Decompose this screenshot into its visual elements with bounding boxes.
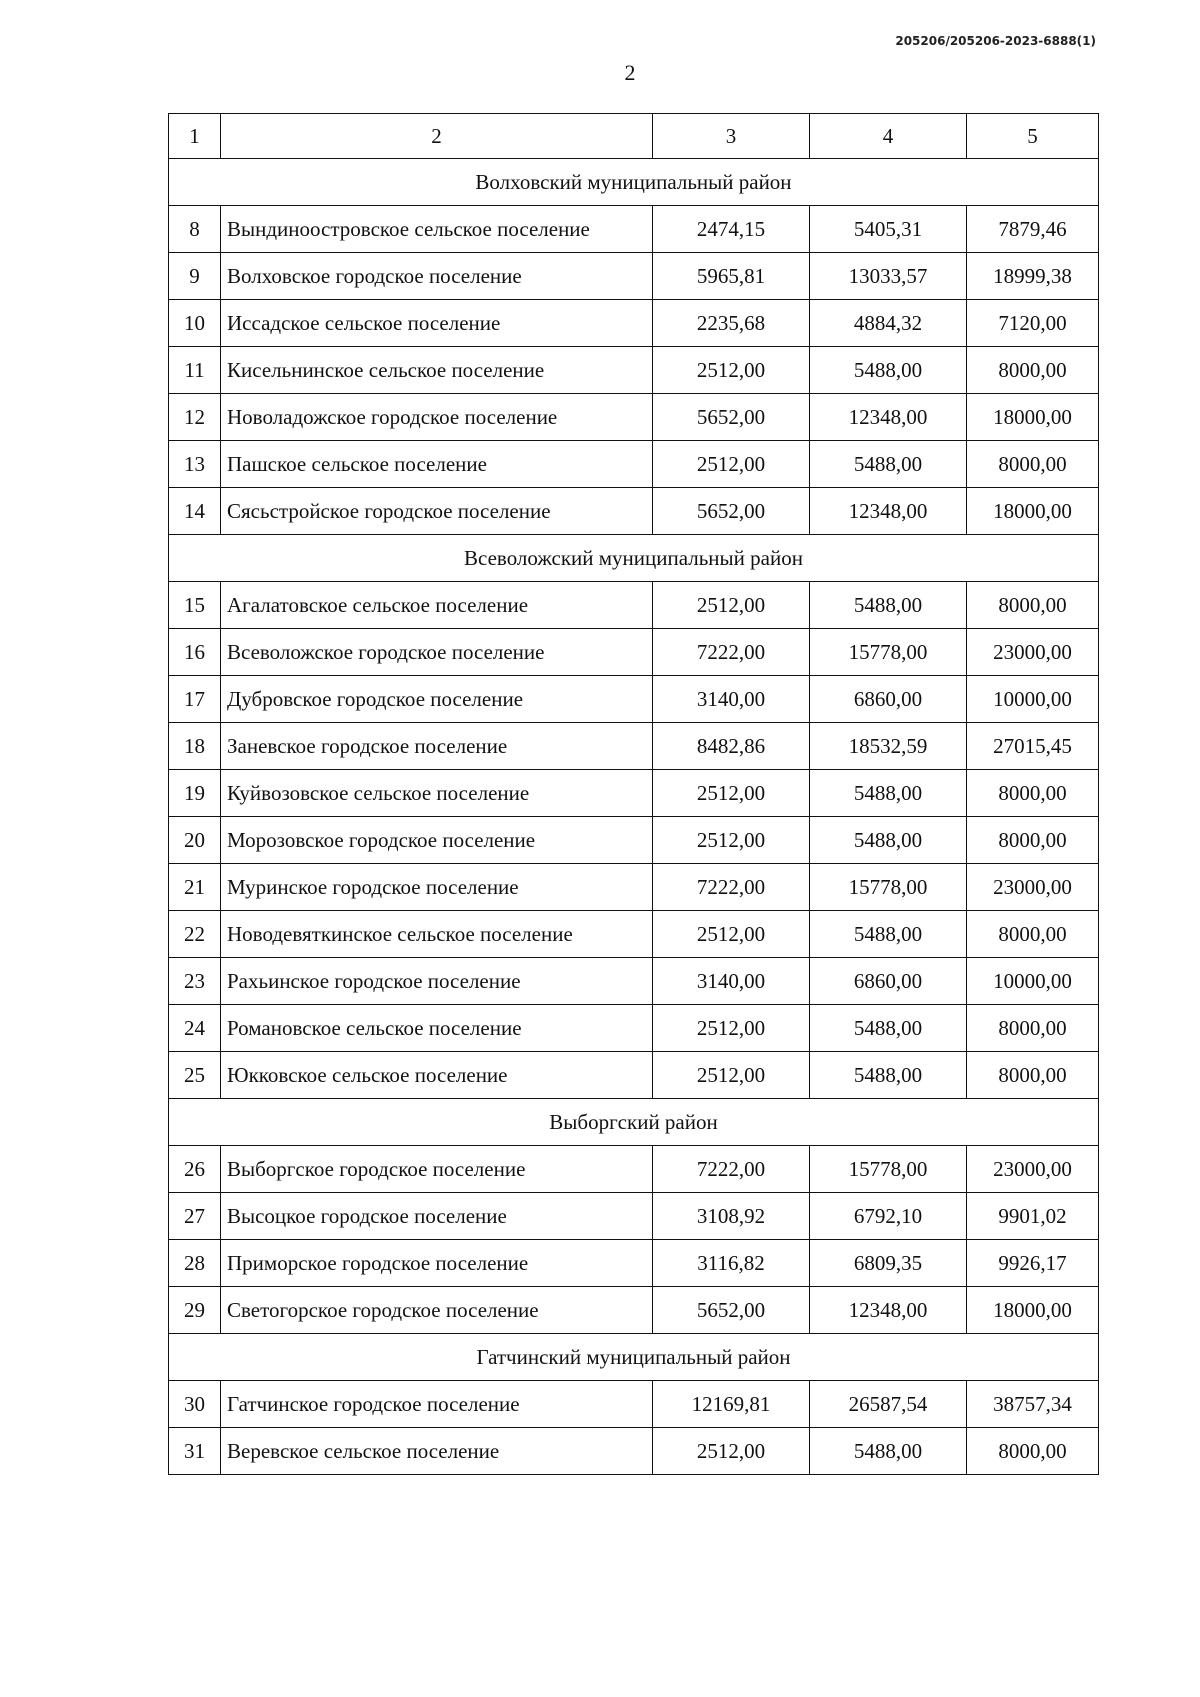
settlement-name-cell: Веревское сельское поселение bbox=[221, 1428, 653, 1475]
column-4-value-cell: 5488,00 bbox=[810, 1428, 967, 1475]
table-row bbox=[169, 1146, 1099, 1193]
section-header-row bbox=[169, 1334, 1099, 1381]
header-cell-5: 5 bbox=[967, 114, 1099, 159]
section-header-row bbox=[169, 1099, 1099, 1146]
column-5-value-cell: 7120,00 bbox=[967, 300, 1099, 347]
table-body bbox=[169, 114, 1099, 1475]
row-number-cell: 22 bbox=[169, 911, 221, 958]
column-4-value-cell: 6792,10 bbox=[810, 1193, 967, 1240]
column-3-value-cell: 5652,00 bbox=[653, 394, 810, 441]
column-3-value-cell: 3140,00 bbox=[653, 676, 810, 723]
column-3-value-cell: 7222,00 bbox=[653, 1146, 810, 1193]
settlement-name-cell: Куйвозовское сельское поселение bbox=[221, 770, 653, 817]
column-4-value-cell: 5488,00 bbox=[810, 911, 967, 958]
page-number: 2 bbox=[624, 60, 636, 85]
column-4-value-cell: 15778,00 bbox=[810, 1146, 967, 1193]
column-5-value-cell: 9926,17 bbox=[967, 1240, 1099, 1287]
column-3-value-cell: 5652,00 bbox=[653, 1287, 810, 1334]
settlement-name-cell: Сясьстройское городское поселение bbox=[221, 488, 653, 535]
settlement-name-cell: Романовское сельское поселение bbox=[221, 1005, 653, 1052]
settlement-name-cell: Юкковское сельское поселение bbox=[221, 1052, 653, 1099]
column-5-value-cell: 8000,00 bbox=[967, 582, 1099, 629]
column-3-value-cell: 2512,00 bbox=[653, 817, 810, 864]
column-4-value-cell: 5405,31 bbox=[810, 206, 967, 253]
row-number-cell: 19 bbox=[169, 770, 221, 817]
table-row bbox=[169, 488, 1099, 535]
settlement-name-cell: Рахьинское городское поселение bbox=[221, 958, 653, 1005]
column-3-value-cell: 2512,00 bbox=[653, 1005, 810, 1052]
column-4-value-cell: 5488,00 bbox=[810, 817, 967, 864]
column-3-value-cell: 2512,00 bbox=[653, 1428, 810, 1475]
row-number-cell: 14 bbox=[169, 488, 221, 535]
column-5-value-cell: 7879,46 bbox=[967, 206, 1099, 253]
row-number-cell: 12 bbox=[169, 394, 221, 441]
column-5-value-cell: 8000,00 bbox=[967, 347, 1099, 394]
row-number-cell: 30 bbox=[169, 1381, 221, 1428]
row-number-cell: 18 bbox=[169, 723, 221, 770]
column-4-value-cell: 13033,57 bbox=[810, 253, 967, 300]
column-3-value-cell: 2512,00 bbox=[653, 582, 810, 629]
row-number-cell: 29 bbox=[169, 1287, 221, 1334]
column-3-value-cell: 12169,81 bbox=[653, 1381, 810, 1428]
table-row bbox=[169, 582, 1099, 629]
row-number-cell: 11 bbox=[169, 347, 221, 394]
row-number-cell: 20 bbox=[169, 817, 221, 864]
column-5-value-cell: 10000,00 bbox=[967, 958, 1099, 1005]
column-4-value-cell: 6809,35 bbox=[810, 1240, 967, 1287]
column-5-value-cell: 38757,34 bbox=[967, 1381, 1099, 1428]
column-5-value-cell: 8000,00 bbox=[967, 1052, 1099, 1099]
settlement-name-cell: Высоцкое городское поселение bbox=[221, 1193, 653, 1240]
row-number-cell: 27 bbox=[169, 1193, 221, 1240]
table-row bbox=[169, 864, 1099, 911]
column-3-value-cell: 2235,68 bbox=[653, 300, 810, 347]
settlement-name-cell: Выборгское городское поселение bbox=[221, 1146, 653, 1193]
table-row bbox=[169, 1193, 1099, 1240]
column-5-value-cell: 27015,45 bbox=[967, 723, 1099, 770]
column-4-value-cell: 5488,00 bbox=[810, 1005, 967, 1052]
column-4-value-cell: 12348,00 bbox=[810, 1287, 967, 1334]
column-4-value-cell: 26587,54 bbox=[810, 1381, 967, 1428]
column-5-value-cell: 18000,00 bbox=[967, 488, 1099, 535]
table-row bbox=[169, 958, 1099, 1005]
column-3-value-cell: 2512,00 bbox=[653, 347, 810, 394]
table-row bbox=[169, 347, 1099, 394]
table-row bbox=[169, 723, 1099, 770]
column-4-value-cell: 15778,00 bbox=[810, 864, 967, 911]
column-5-value-cell: 23000,00 bbox=[967, 864, 1099, 911]
column-5-value-cell: 8000,00 bbox=[967, 770, 1099, 817]
column-5-value-cell: 18000,00 bbox=[967, 1287, 1099, 1334]
row-number-cell: 17 bbox=[169, 676, 221, 723]
settlement-name-cell: Агалатовское сельское поселение bbox=[221, 582, 653, 629]
settlement-name-cell: Иссадское сельское поселение bbox=[221, 300, 653, 347]
section-title: Гатчинский муниципальный район bbox=[169, 1334, 1099, 1381]
column-4-value-cell: 12348,00 bbox=[810, 394, 967, 441]
column-5-value-cell: 10000,00 bbox=[967, 676, 1099, 723]
row-number-cell: 16 bbox=[169, 629, 221, 676]
column-5-value-cell: 8000,00 bbox=[967, 1005, 1099, 1052]
row-number-cell: 10 bbox=[169, 300, 221, 347]
header-cell-2: 2 bbox=[221, 114, 653, 159]
table-row bbox=[169, 817, 1099, 864]
settlement-name-cell: Гатчинское городское поселение bbox=[221, 1381, 653, 1428]
settlement-name-cell: Приморское городское поселение bbox=[221, 1240, 653, 1287]
table-row bbox=[169, 300, 1099, 347]
header-cell-3: 3 bbox=[653, 114, 810, 159]
settlement-name-cell: Новодевяткинское сельское поселение bbox=[221, 911, 653, 958]
column-4-value-cell: 5488,00 bbox=[810, 582, 967, 629]
settlement-name-cell: Муринское городское поселение bbox=[221, 864, 653, 911]
row-number-cell: 21 bbox=[169, 864, 221, 911]
column-3-value-cell: 8482,86 bbox=[653, 723, 810, 770]
column-3-value-cell: 2474,15 bbox=[653, 206, 810, 253]
column-4-value-cell: 15778,00 bbox=[810, 629, 967, 676]
column-3-value-cell: 5652,00 bbox=[653, 488, 810, 535]
row-number-cell: 13 bbox=[169, 441, 221, 488]
column-5-value-cell: 23000,00 bbox=[967, 629, 1099, 676]
settlement-name-cell: Вындиноостровское сельское поселение bbox=[221, 206, 653, 253]
column-3-value-cell: 2512,00 bbox=[653, 1052, 810, 1099]
table-row bbox=[169, 629, 1099, 676]
section-title: Волховский муниципальный район bbox=[169, 159, 1099, 206]
row-number-cell: 28 bbox=[169, 1240, 221, 1287]
column-4-value-cell: 6860,00 bbox=[810, 676, 967, 723]
column-3-value-cell: 7222,00 bbox=[653, 629, 810, 676]
table-row bbox=[169, 1052, 1099, 1099]
table-row bbox=[169, 206, 1099, 253]
column-4-value-cell: 5488,00 bbox=[810, 1052, 967, 1099]
settlement-name-cell: Новоладожское городское поселение bbox=[221, 394, 653, 441]
table-row bbox=[169, 770, 1099, 817]
table-row bbox=[169, 394, 1099, 441]
header-cell-4: 4 bbox=[810, 114, 967, 159]
settlement-name-cell: Кисельнинское сельское поселение bbox=[221, 347, 653, 394]
column-4-value-cell: 5488,00 bbox=[810, 770, 967, 817]
data-table bbox=[168, 113, 1099, 1475]
document-id: 205206/205206-2023-6888(1) bbox=[895, 34, 1096, 48]
column-5-value-cell: 18999,38 bbox=[967, 253, 1099, 300]
column-5-value-cell: 8000,00 bbox=[967, 1428, 1099, 1475]
table-row bbox=[169, 676, 1099, 723]
row-number-cell: 25 bbox=[169, 1052, 221, 1099]
column-4-value-cell: 4884,32 bbox=[810, 300, 967, 347]
header-row bbox=[169, 114, 1099, 159]
table-row bbox=[169, 253, 1099, 300]
settlement-name-cell: Светогорское городское поселение bbox=[221, 1287, 653, 1334]
column-4-value-cell: 12348,00 bbox=[810, 488, 967, 535]
column-4-value-cell: 5488,00 bbox=[810, 347, 967, 394]
settlement-name-cell: Дубровское городское поселение bbox=[221, 676, 653, 723]
settlement-name-cell: Пашское сельское поселение bbox=[221, 441, 653, 488]
section-header-row bbox=[169, 535, 1099, 582]
column-3-value-cell: 3116,82 bbox=[653, 1240, 810, 1287]
settlement-name-cell: Волховское городское поселение bbox=[221, 253, 653, 300]
column-5-value-cell: 8000,00 bbox=[967, 441, 1099, 488]
section-header-row bbox=[169, 159, 1099, 206]
table-row bbox=[169, 1005, 1099, 1052]
header-cell-1: 1 bbox=[169, 114, 221, 159]
column-5-value-cell: 8000,00 bbox=[967, 817, 1099, 864]
column-3-value-cell: 3108,92 bbox=[653, 1193, 810, 1240]
column-5-value-cell: 23000,00 bbox=[967, 1146, 1099, 1193]
table-row bbox=[169, 911, 1099, 958]
column-3-value-cell: 2512,00 bbox=[653, 770, 810, 817]
column-3-value-cell: 5965,81 bbox=[653, 253, 810, 300]
row-number-cell: 31 bbox=[169, 1428, 221, 1475]
table-row bbox=[169, 1287, 1099, 1334]
table-row bbox=[169, 1381, 1099, 1428]
section-title: Всеволожский муниципальный район bbox=[169, 535, 1099, 582]
settlement-name-cell: Заневское городское поселение bbox=[221, 723, 653, 770]
column-4-value-cell: 6860,00 bbox=[810, 958, 967, 1005]
column-3-value-cell: 3140,00 bbox=[653, 958, 810, 1005]
column-4-value-cell: 5488,00 bbox=[810, 441, 967, 488]
column-3-value-cell: 7222,00 bbox=[653, 864, 810, 911]
row-number-cell: 26 bbox=[169, 1146, 221, 1193]
column-3-value-cell: 2512,00 bbox=[653, 911, 810, 958]
row-number-cell: 8 bbox=[169, 206, 221, 253]
table-row bbox=[169, 1240, 1099, 1287]
table-row bbox=[169, 441, 1099, 488]
column-4-value-cell: 18532,59 bbox=[810, 723, 967, 770]
settlement-name-cell: Всеволожское городское поселение bbox=[221, 629, 653, 676]
row-number-cell: 23 bbox=[169, 958, 221, 1005]
settlement-name-cell: Морозовское городское поселение bbox=[221, 817, 653, 864]
column-5-value-cell: 18000,00 bbox=[967, 394, 1099, 441]
column-5-value-cell: 9901,02 bbox=[967, 1193, 1099, 1240]
section-title: Выборгский район bbox=[169, 1099, 1099, 1146]
column-3-value-cell: 2512,00 bbox=[653, 441, 810, 488]
row-number-cell: 24 bbox=[169, 1005, 221, 1052]
row-number-cell: 9 bbox=[169, 253, 221, 300]
row-number-cell: 15 bbox=[169, 582, 221, 629]
column-5-value-cell: 8000,00 bbox=[967, 911, 1099, 958]
table-row bbox=[169, 1428, 1099, 1475]
